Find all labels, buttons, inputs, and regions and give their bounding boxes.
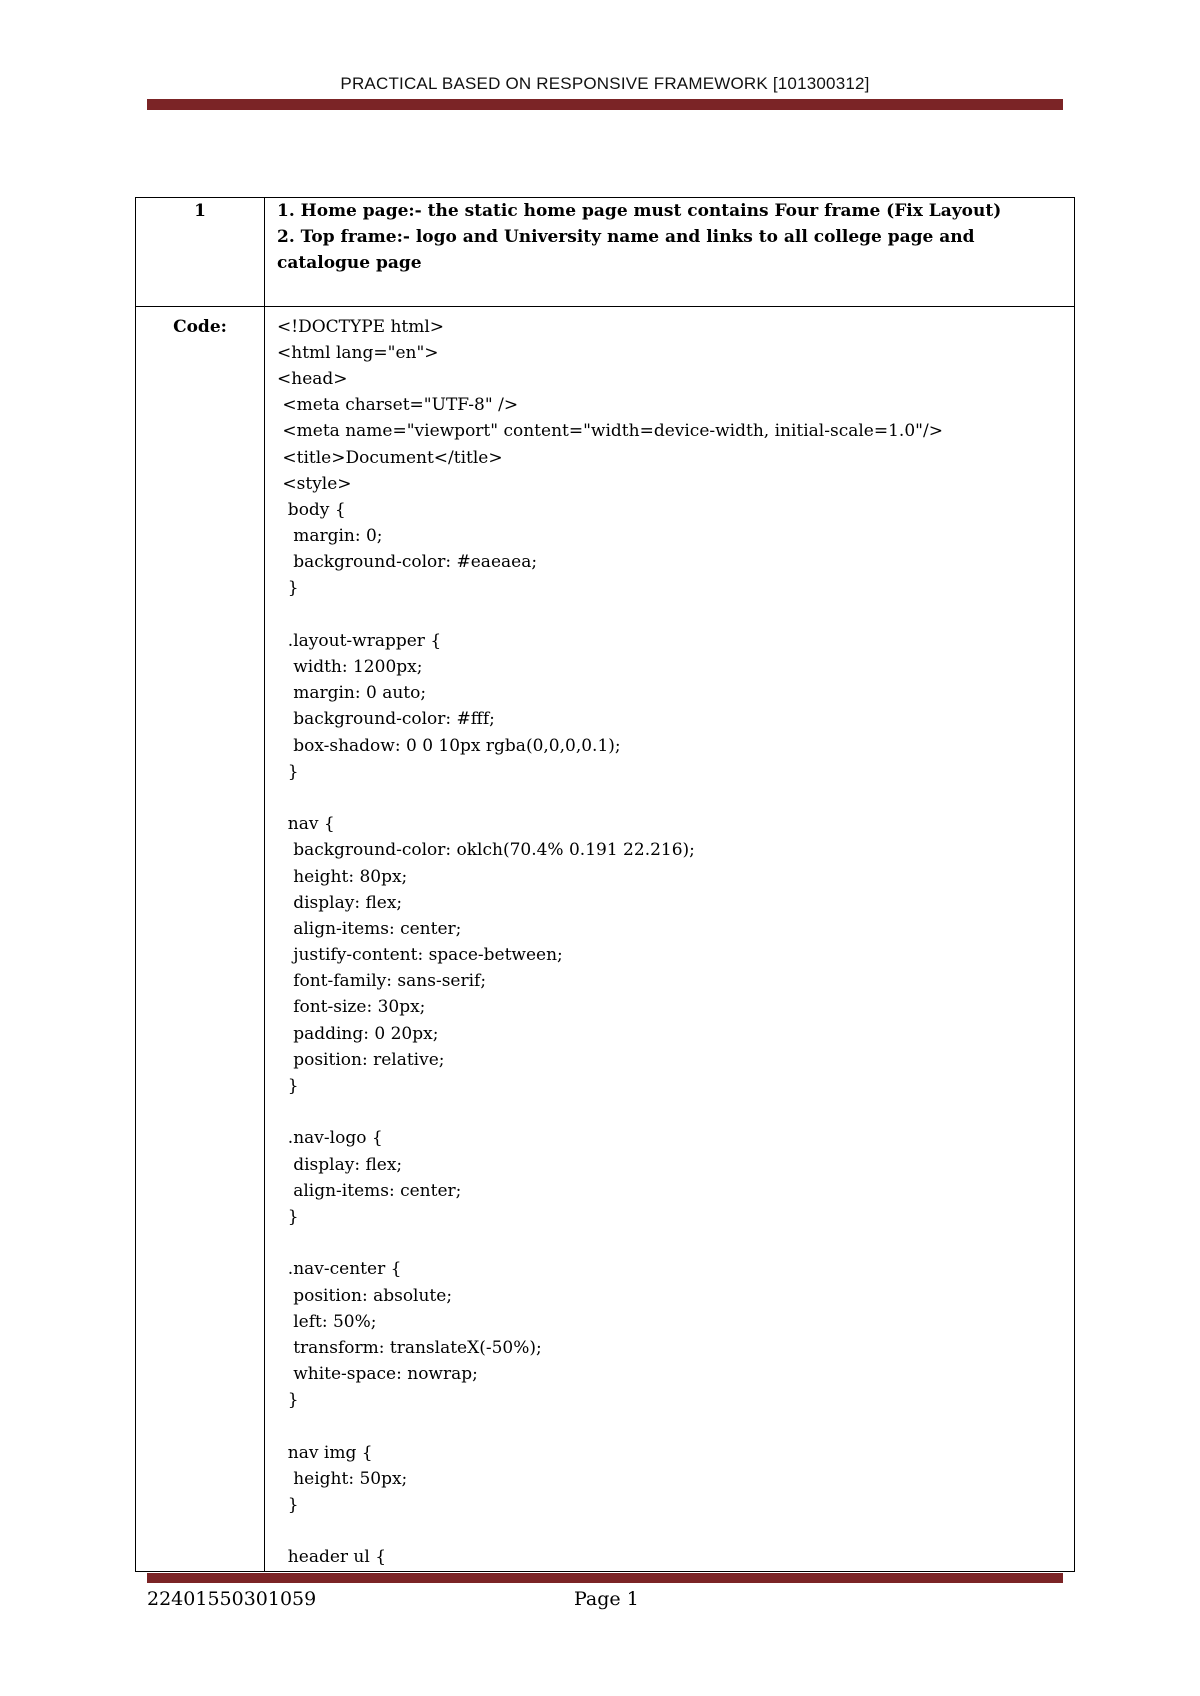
code-line bbox=[277, 1413, 1064, 1439]
code-line: height: 50px; bbox=[277, 1468, 408, 1489]
footer-student-id: 22401550301059 bbox=[147, 1588, 317, 1610]
code-line: position: absolute; bbox=[277, 1285, 453, 1306]
code-label: Code: bbox=[136, 306, 265, 1571]
code-line: } bbox=[277, 578, 299, 599]
code-row bbox=[136, 306, 1075, 1571]
practical-table bbox=[135, 197, 1075, 1572]
code-line: } bbox=[277, 1206, 299, 1227]
code-line: <!DOCTYPE html> bbox=[277, 316, 445, 337]
code-line: white-space: nowrap; bbox=[277, 1364, 478, 1385]
code-line: align-items: center; bbox=[277, 1180, 462, 1201]
code-line: body { bbox=[277, 499, 346, 520]
code-line: <meta name="viewport" content="width=device-width, initial-scale=1.0"/> bbox=[277, 421, 943, 442]
code-line: left: 50%; bbox=[277, 1311, 377, 1332]
code-line: padding: 0 20px; bbox=[277, 1023, 439, 1044]
footer-page-number: Page 1 bbox=[574, 1588, 639, 1610]
code-line bbox=[277, 1230, 1064, 1256]
code-line: box-shadow: 0 0 10px rgba(0,0,0,0.1); bbox=[277, 735, 621, 756]
code-line: } bbox=[277, 1390, 299, 1411]
code-line: align-items: center; bbox=[277, 918, 462, 939]
code-line: } bbox=[277, 1076, 299, 1097]
code-line: .layout-wrapper { bbox=[277, 630, 442, 651]
code-line: background-color: #fff; bbox=[277, 709, 495, 730]
code-line: nav { bbox=[277, 814, 335, 835]
code-line: display: flex; bbox=[277, 1154, 403, 1175]
code-line: <style> bbox=[277, 473, 352, 494]
footer-rule bbox=[147, 1573, 1063, 1583]
practical-number: 1 bbox=[136, 198, 265, 307]
code-line bbox=[277, 1518, 1064, 1544]
header-rule bbox=[147, 99, 1063, 110]
code-line: <head> bbox=[277, 368, 348, 389]
code-listing bbox=[265, 306, 1075, 1571]
code-line: font-size: 30px; bbox=[277, 997, 426, 1018]
code-line: } bbox=[277, 761, 299, 782]
code-line: justify-content: space-between; bbox=[277, 945, 563, 966]
code-line: position: relative; bbox=[277, 1049, 445, 1070]
task-line: 2. Top frame:- logo and University name and links to all college page and bbox=[277, 227, 975, 248]
code-line: margin: 0 auto; bbox=[277, 683, 427, 704]
code-line: .nav-logo { bbox=[277, 1128, 383, 1149]
code-line: <meta charset="UTF-8" /> bbox=[277, 395, 519, 416]
page-header-title: PRACTICAL BASED ON RESPONSIVE FRAMEWORK [101300312] bbox=[340, 74, 870, 93]
code-line: } bbox=[277, 1495, 299, 1516]
code-line: transform: translateX(-50%); bbox=[277, 1337, 542, 1358]
code-line: background-color: #eaeaea; bbox=[277, 552, 538, 573]
code-line bbox=[277, 1099, 1064, 1125]
code-line: margin: 0; bbox=[277, 526, 383, 547]
code-line: .nav-center { bbox=[277, 1259, 402, 1280]
code-line bbox=[277, 785, 1064, 811]
code-line: <title>Document</title> bbox=[277, 447, 503, 468]
code-line: height: 80px; bbox=[277, 866, 408, 887]
code-line: header ul { bbox=[277, 1547, 387, 1568]
task-description bbox=[265, 198, 1075, 307]
code-line: nav img { bbox=[277, 1442, 373, 1463]
code-line bbox=[277, 602, 1064, 628]
task-row bbox=[136, 198, 1075, 307]
code-line: <html lang="en"> bbox=[277, 342, 439, 363]
code-line: background-color: oklch(70.4% 0.191 22.216); bbox=[277, 840, 695, 861]
task-line: catalogue page bbox=[277, 253, 422, 274]
code-line: display: flex; bbox=[277, 892, 403, 913]
task-line: 1. Home page:- the static home page must contains Four frame (Fix Layout) bbox=[277, 201, 1002, 221]
code-line: font-family: sans-serif; bbox=[277, 971, 487, 992]
code-line: width: 1200px; bbox=[277, 657, 423, 678]
